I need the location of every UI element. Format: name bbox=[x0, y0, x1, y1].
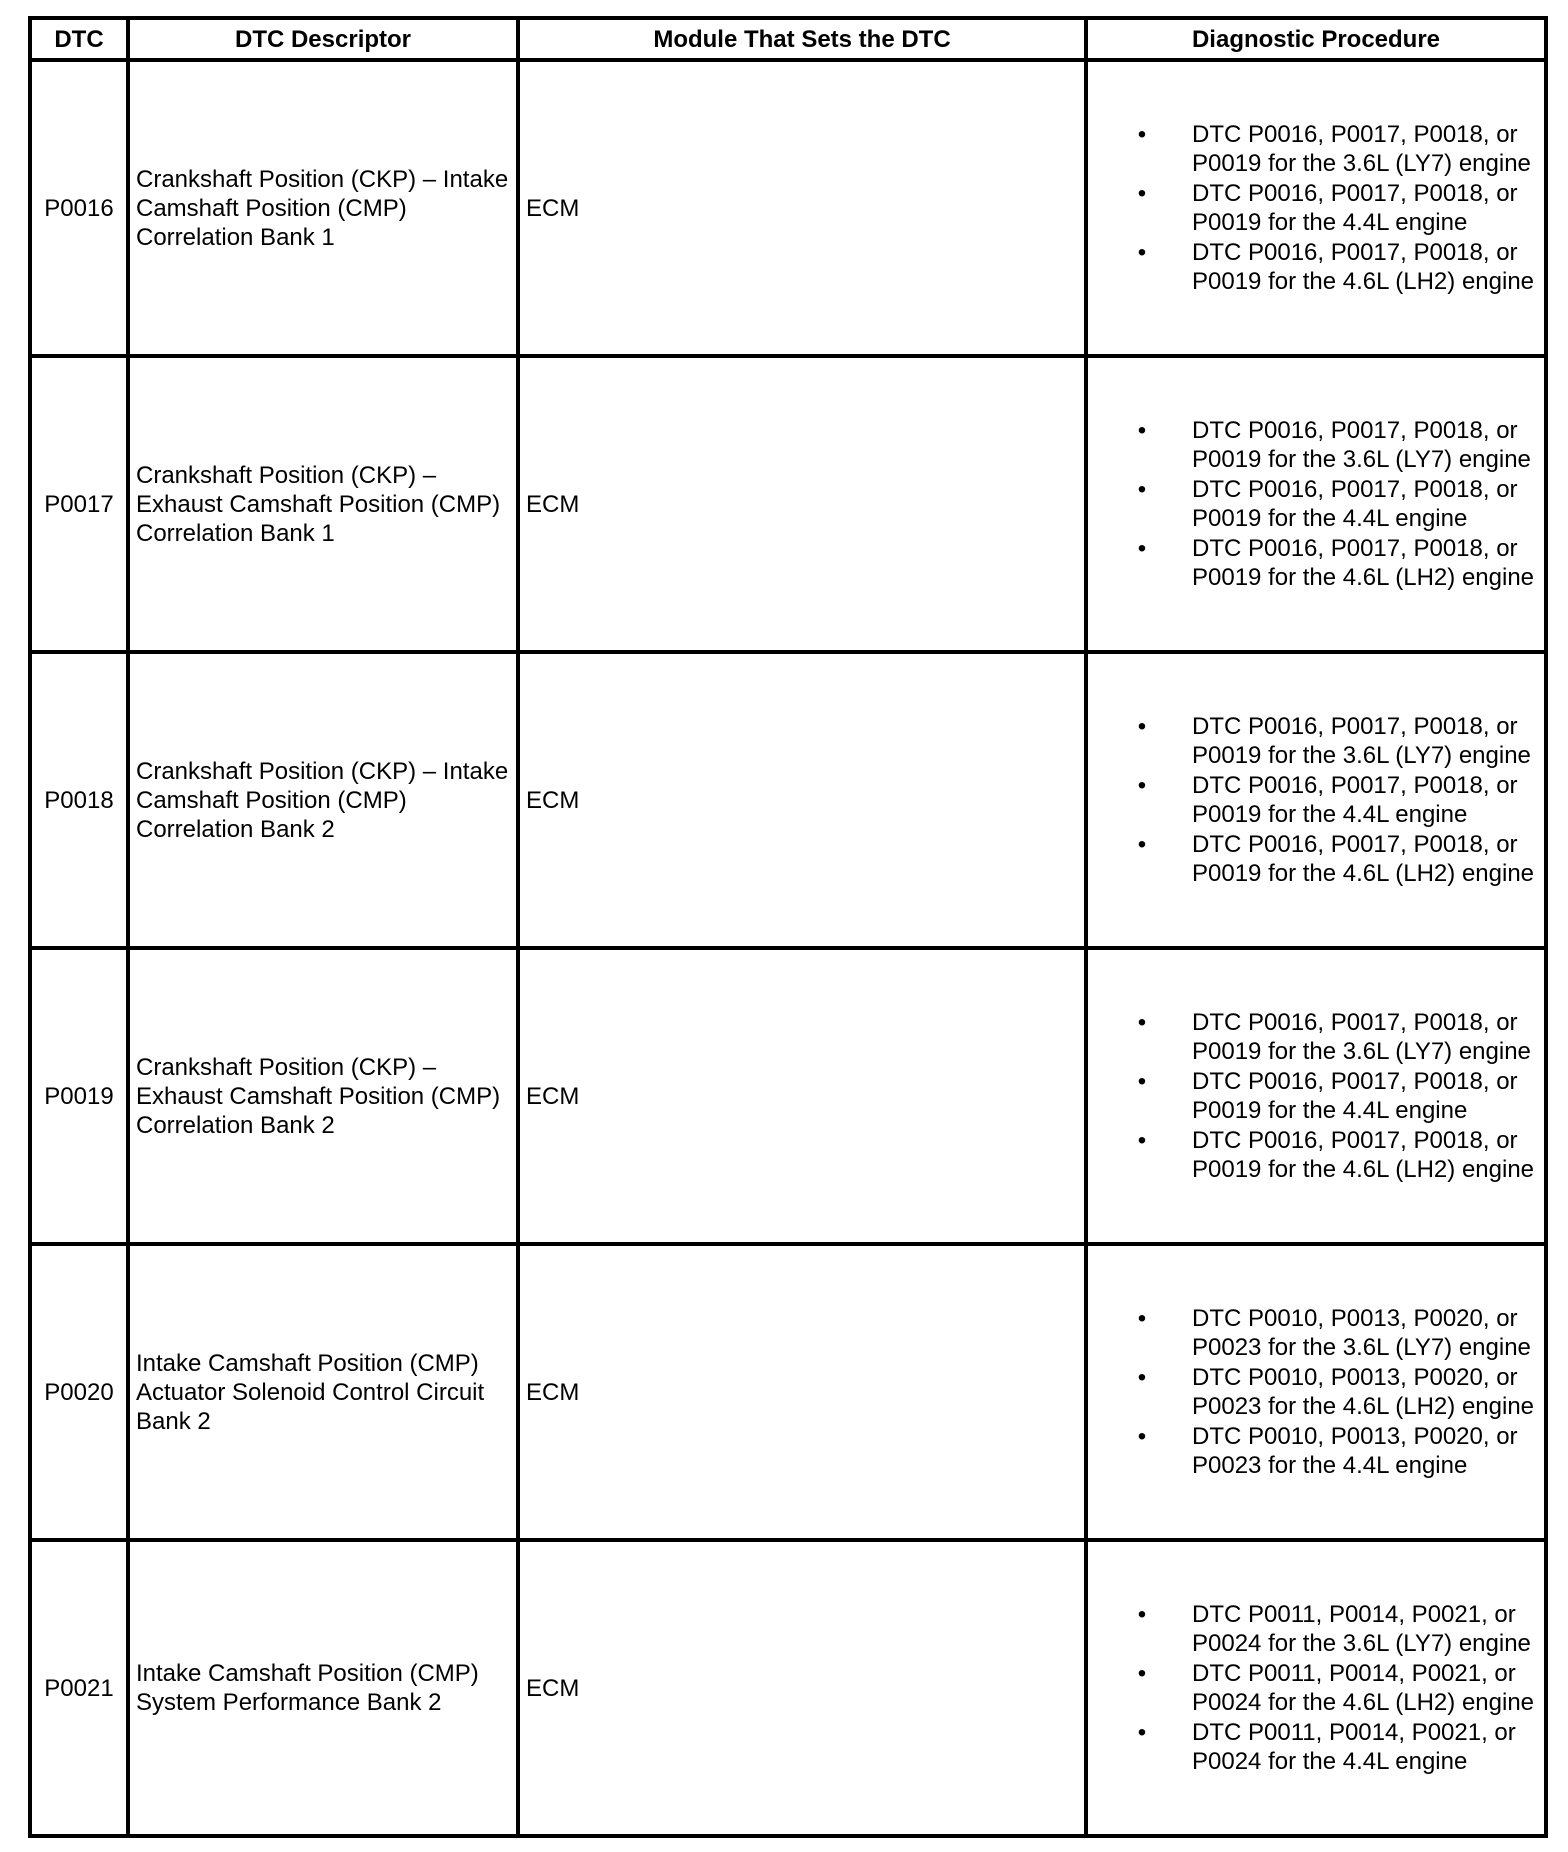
procedure-link[interactable] bbox=[1137, 1126, 1538, 1184]
procedure-text: DTC P0016, P0017, P0018, or P0019 for the 4.6L (LH2) engine bbox=[1192, 1127, 1535, 1183]
procedure-text: DTC P0016, P0017, P0018, or P0019 for the 4.6L (LH2) engine bbox=[1192, 831, 1535, 887]
procedure-text: DTC P0016, P0017, P0018, or P0019 for the 3.6L (LY7) engine bbox=[1192, 1009, 1531, 1065]
bullet-icon: • bbox=[1137, 1068, 1147, 1095]
procedure-link[interactable] bbox=[1137, 238, 1538, 296]
procedure-link[interactable] bbox=[1137, 416, 1538, 474]
header-module: Module That Sets the DTC bbox=[518, 18, 1086, 60]
dtc-module: ECM bbox=[518, 948, 1086, 1244]
procedure-text: DTC P0016, P0017, P0018, or P0019 for the 4.4L engine bbox=[1192, 476, 1518, 532]
bullet-icon: • bbox=[1137, 1719, 1147, 1746]
dtc-code: P0017 bbox=[30, 356, 128, 652]
procedure-text: DTC P0016, P0017, P0018, or P0019 for the 4.6L (LH2) engine bbox=[1192, 239, 1535, 295]
bullet-icon: • bbox=[1137, 180, 1147, 207]
procedure-text: DTC P0016, P0017, P0018, or P0019 for the 4.4L engine bbox=[1192, 772, 1518, 828]
bullet-icon: • bbox=[1137, 1423, 1147, 1450]
bullet-icon: • bbox=[1137, 121, 1147, 148]
bullet-icon: • bbox=[1137, 1601, 1147, 1628]
procedure-text: DTC P0011, P0014, P0021, or P0024 for the 4.6L (LH2) engine bbox=[1192, 1660, 1535, 1716]
dtc-descriptor: Intake Camshaft Position (CMP) System Performance Bank 2 bbox=[128, 1540, 518, 1836]
table-row bbox=[30, 356, 1546, 652]
procedure-link[interactable] bbox=[1137, 1304, 1538, 1362]
header-procedure: Diagnostic Procedure bbox=[1086, 18, 1546, 60]
procedure-text: DTC P0016, P0017, P0018, or P0019 for the 3.6L (LY7) engine bbox=[1192, 417, 1531, 473]
diagnostic-procedure bbox=[1086, 1244, 1546, 1540]
procedure-link[interactable] bbox=[1137, 475, 1538, 533]
procedure-text: DTC P0010, P0013, P0020, or P0023 for the 4.4L engine bbox=[1192, 1423, 1518, 1479]
procedure-link[interactable] bbox=[1137, 534, 1538, 592]
procedure-text: DTC P0010, P0013, P0020, or P0023 for the 4.6L (LH2) engine bbox=[1192, 1364, 1535, 1420]
diagnostic-procedure bbox=[1086, 60, 1546, 356]
procedure-link[interactable] bbox=[1137, 1422, 1538, 1480]
dtc-descriptor: Crankshaft Position (CKP) – Intake Camshaft Position (CMP) Correlation Bank 1 bbox=[128, 60, 518, 356]
table-row bbox=[30, 652, 1546, 948]
bullet-icon: • bbox=[1137, 831, 1147, 858]
dtc-module: ECM bbox=[518, 356, 1086, 652]
dtc-code: P0016 bbox=[30, 60, 128, 356]
dtc-module: ECM bbox=[518, 60, 1086, 356]
dtc-code: P0018 bbox=[30, 652, 128, 948]
bullet-icon: • bbox=[1137, 1660, 1147, 1687]
dtc-descriptor: Crankshaft Position (CKP) – Intake Camshaft Position (CMP) Correlation Bank 2 bbox=[128, 652, 518, 948]
procedure-link[interactable] bbox=[1137, 1718, 1538, 1776]
table-row bbox=[30, 948, 1546, 1244]
diagnostic-procedure bbox=[1086, 652, 1546, 948]
dtc-code: P0020 bbox=[30, 1244, 128, 1540]
table-row bbox=[30, 1244, 1546, 1540]
bullet-icon: • bbox=[1137, 1009, 1147, 1036]
bullet-icon: • bbox=[1137, 1127, 1147, 1154]
procedure-list bbox=[1088, 120, 1538, 296]
dtc-descriptor: Crankshaft Position (CKP) – Exhaust Camshaft Position (CMP) Correlation Bank 2 bbox=[128, 948, 518, 1244]
procedure-link[interactable] bbox=[1137, 1600, 1538, 1658]
table-header bbox=[30, 18, 1546, 60]
procedure-link[interactable] bbox=[1137, 712, 1538, 770]
dtc-module: ECM bbox=[518, 652, 1086, 948]
bullet-icon: • bbox=[1137, 1364, 1147, 1391]
dtc-code: P0021 bbox=[30, 1540, 128, 1836]
bullet-icon: • bbox=[1137, 772, 1147, 799]
dtc-descriptor: Intake Camshaft Position (CMP) Actuator Solenoid Control Circuit Bank 2 bbox=[128, 1244, 518, 1540]
table-row bbox=[30, 1540, 1546, 1836]
dtc-descriptor: Crankshaft Position (CKP) – Exhaust Camshaft Position (CMP) Correlation Bank 1 bbox=[128, 356, 518, 652]
procedure-link[interactable] bbox=[1137, 1363, 1538, 1421]
procedure-text: DTC P0010, P0013, P0020, or P0023 for the 3.6L (LY7) engine bbox=[1192, 1305, 1531, 1361]
table-row bbox=[30, 60, 1546, 356]
procedure-link[interactable] bbox=[1137, 830, 1538, 888]
dtc-table bbox=[28, 16, 1548, 1838]
header-descriptor: DTC Descriptor bbox=[128, 18, 518, 60]
diagnostic-procedure bbox=[1086, 948, 1546, 1244]
bullet-icon: • bbox=[1137, 1305, 1147, 1332]
procedure-text: DTC P0016, P0017, P0018, or P0019 for the 4.6L (LH2) engine bbox=[1192, 535, 1535, 591]
procedure-link[interactable] bbox=[1137, 179, 1538, 237]
procedure-list bbox=[1088, 712, 1538, 888]
procedure-text: DTC P0016, P0017, P0018, or P0019 for the 3.6L (LY7) engine bbox=[1192, 713, 1531, 769]
procedure-list bbox=[1088, 1304, 1538, 1480]
procedure-text: DTC P0016, P0017, P0018, or P0019 for the 4.4L engine bbox=[1192, 180, 1518, 236]
dtc-module: ECM bbox=[518, 1244, 1086, 1540]
procedure-list bbox=[1088, 1008, 1538, 1184]
procedure-text: DTC P0011, P0014, P0021, or P0024 for the 3.6L (LY7) engine bbox=[1192, 1601, 1531, 1657]
dtc-code: P0019 bbox=[30, 948, 128, 1244]
procedure-text: DTC P0011, P0014, P0021, or P0024 for the 4.4L engine bbox=[1192, 1719, 1516, 1775]
bullet-icon: • bbox=[1137, 476, 1147, 503]
procedure-link[interactable] bbox=[1137, 120, 1538, 178]
procedure-list bbox=[1088, 416, 1538, 592]
bullet-icon: • bbox=[1137, 417, 1147, 444]
bullet-icon: • bbox=[1137, 239, 1147, 266]
procedure-link[interactable] bbox=[1137, 1008, 1538, 1066]
table-body bbox=[30, 60, 1546, 1836]
header-row bbox=[30, 18, 1546, 60]
procedure-text: DTC P0016, P0017, P0018, or P0019 for the 3.6L (LY7) engine bbox=[1192, 121, 1531, 177]
procedure-link[interactable] bbox=[1137, 771, 1538, 829]
header-dtc: DTC bbox=[30, 18, 128, 60]
procedure-list bbox=[1088, 1600, 1538, 1776]
bullet-icon: • bbox=[1137, 713, 1147, 740]
procedure-link[interactable] bbox=[1137, 1659, 1538, 1717]
diagnostic-procedure bbox=[1086, 356, 1546, 652]
bullet-icon: • bbox=[1137, 535, 1147, 562]
diagnostic-procedure bbox=[1086, 1540, 1546, 1836]
procedure-text: DTC P0016, P0017, P0018, or P0019 for the 4.4L engine bbox=[1192, 1068, 1518, 1124]
procedure-link[interactable] bbox=[1137, 1067, 1538, 1125]
dtc-module: ECM bbox=[518, 1540, 1086, 1836]
